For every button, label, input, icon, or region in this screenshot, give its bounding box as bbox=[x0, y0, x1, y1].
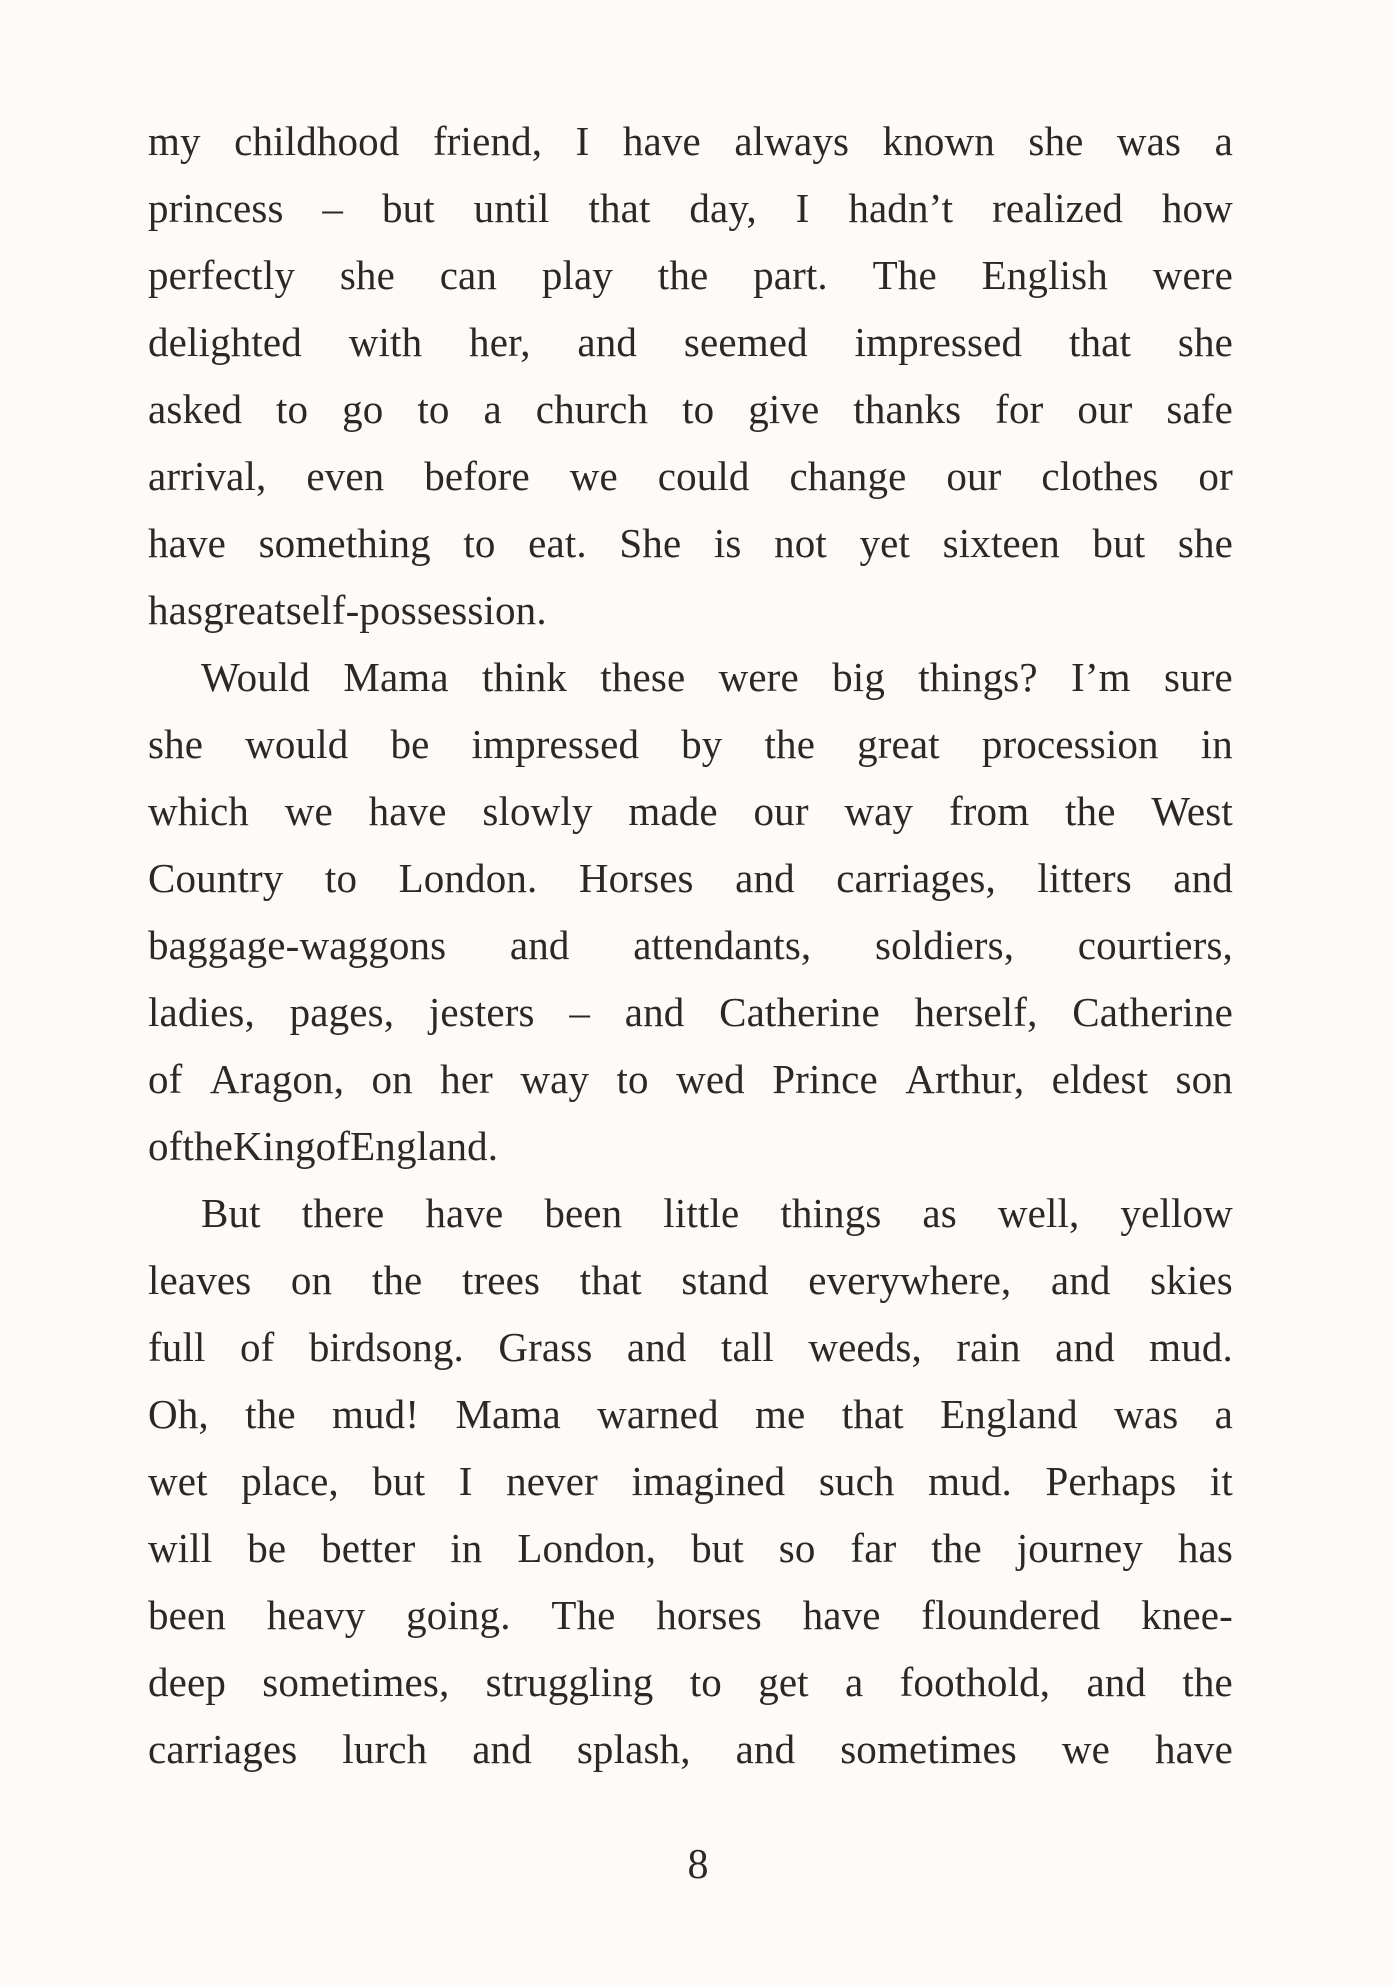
text-word: our bbox=[946, 453, 1002, 499]
text-word: been bbox=[148, 1592, 226, 1638]
text-word: was bbox=[1116, 118, 1182, 164]
text-line bbox=[148, 1515, 1233, 1582]
text-line bbox=[148, 912, 1233, 979]
text-word: until bbox=[473, 185, 550, 231]
text-word: she bbox=[1177, 319, 1233, 365]
text-word: clothes bbox=[1041, 453, 1159, 499]
text-word: her, bbox=[469, 319, 531, 365]
text-line bbox=[148, 376, 1233, 443]
text-word: the bbox=[657, 252, 709, 298]
text-word: sixteen bbox=[942, 520, 1060, 566]
text-word: can bbox=[439, 252, 498, 298]
text-word: be bbox=[247, 1525, 287, 1571]
text-word: courtiers, bbox=[1077, 922, 1233, 968]
text-word: But bbox=[201, 1190, 261, 1236]
text-word: her bbox=[440, 1056, 493, 1102]
text-word: struggling bbox=[485, 1659, 654, 1705]
text-word: heavy bbox=[266, 1592, 366, 1638]
text-word: and bbox=[626, 1324, 687, 1370]
text-word: have bbox=[148, 520, 226, 566]
text-word: I’m bbox=[1071, 654, 1131, 700]
text-word: made bbox=[628, 788, 718, 834]
text-word: have bbox=[368, 788, 447, 834]
text-word: impressed bbox=[471, 721, 640, 767]
text-word: these bbox=[600, 654, 686, 700]
text-word: how bbox=[1161, 185, 1233, 231]
text-word: splash, bbox=[576, 1726, 691, 1772]
text-word: such bbox=[818, 1458, 895, 1504]
text-word: yellow bbox=[1120, 1190, 1233, 1236]
text-word: and bbox=[1050, 1257, 1111, 1303]
text-word: my bbox=[148, 118, 201, 164]
text-line bbox=[148, 1716, 1233, 1783]
text-word: Arthur, bbox=[905, 1056, 1025, 1102]
text-line bbox=[148, 1046, 1233, 1113]
text-word: skies bbox=[1150, 1257, 1233, 1303]
text-word: with bbox=[348, 319, 423, 365]
text-word: place, bbox=[241, 1458, 339, 1504]
text-word: journey bbox=[1016, 1525, 1143, 1571]
text-word: floundered bbox=[921, 1592, 1101, 1638]
text-word: she bbox=[1028, 118, 1084, 164]
text-word: our bbox=[753, 788, 809, 834]
text-word: on bbox=[371, 1056, 413, 1102]
text-word: baggage-waggons bbox=[148, 922, 447, 968]
text-word: day, bbox=[689, 185, 757, 231]
text-word: King bbox=[233, 1123, 316, 1169]
text-word: by bbox=[681, 721, 723, 767]
text-word: sometimes, bbox=[262, 1659, 450, 1705]
text-line bbox=[148, 510, 1233, 577]
text-word: have bbox=[622, 118, 701, 164]
text-word: a bbox=[1214, 118, 1233, 164]
text-word: so bbox=[778, 1525, 816, 1571]
text-word: to bbox=[324, 855, 358, 901]
text-word: even bbox=[306, 453, 385, 499]
text-word: get bbox=[758, 1659, 809, 1705]
text-word: carriages bbox=[148, 1726, 298, 1772]
text-word: little bbox=[663, 1190, 740, 1236]
text-word: sure bbox=[1163, 654, 1233, 700]
text-word: ladies, bbox=[148, 989, 255, 1035]
text-word: carriages, bbox=[836, 855, 996, 901]
text-line bbox=[148, 242, 1233, 309]
text-line bbox=[148, 1314, 1233, 1381]
text-word: soldiers, bbox=[874, 922, 1015, 968]
text-word: realized bbox=[992, 185, 1124, 231]
text-word: perfectly bbox=[148, 252, 296, 298]
text-word: and bbox=[509, 922, 570, 968]
text-word: part. bbox=[753, 252, 828, 298]
text-word: way bbox=[520, 1056, 590, 1102]
text-line bbox=[148, 778, 1233, 845]
text-word: the bbox=[1065, 788, 1116, 834]
text-word: mud. bbox=[1149, 1324, 1233, 1370]
text-word: delighted bbox=[148, 319, 302, 365]
text-word: we bbox=[569, 453, 618, 499]
text-word: and bbox=[577, 319, 638, 365]
text-word: Mama bbox=[343, 654, 449, 700]
text-word: Catherine bbox=[1072, 989, 1233, 1035]
text-word: – bbox=[322, 185, 344, 231]
text-word: way bbox=[844, 788, 914, 834]
text-word: something bbox=[258, 520, 431, 566]
text-word: self-possession. bbox=[285, 587, 547, 633]
text-word: or bbox=[1198, 453, 1233, 499]
text-word: she bbox=[339, 252, 395, 298]
text-line bbox=[148, 443, 1233, 510]
text-word: has bbox=[148, 587, 204, 633]
text-word: on bbox=[290, 1257, 333, 1303]
text-line bbox=[148, 1247, 1233, 1314]
text-word: birdsong. bbox=[308, 1324, 464, 1370]
text-word: yet bbox=[859, 520, 911, 566]
text-word: me bbox=[754, 1391, 806, 1437]
text-word: trees bbox=[461, 1257, 541, 1303]
text-word: wet bbox=[148, 1458, 208, 1504]
text-word: the bbox=[931, 1525, 982, 1571]
text-word: the bbox=[764, 721, 816, 767]
text-word: seemed bbox=[683, 319, 808, 365]
text-word: thanks bbox=[853, 386, 962, 432]
text-word: were bbox=[718, 654, 799, 700]
text-word: – bbox=[569, 989, 591, 1035]
text-word: everywhere, bbox=[808, 1257, 1012, 1303]
text-word: the bbox=[182, 1123, 234, 1169]
text-line bbox=[148, 711, 1233, 778]
text-line bbox=[148, 108, 1233, 175]
text-word: we bbox=[1061, 1726, 1110, 1772]
text-line bbox=[148, 309, 1233, 376]
text-word: has bbox=[1177, 1525, 1233, 1571]
text-word: that bbox=[1068, 319, 1132, 365]
text-word: well, bbox=[997, 1190, 1080, 1236]
text-word: church bbox=[535, 386, 649, 432]
text-word: to bbox=[276, 386, 309, 432]
text-word: slowly bbox=[482, 788, 593, 834]
text-word: England. bbox=[350, 1123, 499, 1169]
text-word: rain bbox=[956, 1324, 1021, 1370]
text-word: princess bbox=[148, 185, 284, 231]
text-word: were bbox=[1152, 252, 1233, 298]
text-line bbox=[148, 1113, 1233, 1180]
text-word: West bbox=[1151, 788, 1233, 834]
text-word: a bbox=[1214, 1391, 1233, 1437]
text-word: and bbox=[624, 989, 685, 1035]
text-word: Horses bbox=[578, 855, 694, 901]
text-line bbox=[148, 644, 1233, 711]
text-line bbox=[148, 1582, 1233, 1649]
text-word: it bbox=[1209, 1458, 1233, 1504]
text-word: of bbox=[239, 1324, 275, 1370]
text-word: been bbox=[544, 1190, 623, 1236]
text-word: there bbox=[301, 1190, 385, 1236]
text-word: a bbox=[845, 1659, 864, 1705]
text-word: eldest bbox=[1051, 1056, 1149, 1102]
text-word: go bbox=[342, 386, 384, 432]
text-word: leaves bbox=[148, 1257, 252, 1303]
text-word: the bbox=[371, 1257, 423, 1303]
page-number: 8 bbox=[687, 1842, 709, 1888]
text-word: I bbox=[795, 185, 810, 231]
text-word: great bbox=[857, 721, 940, 767]
text-word: be bbox=[390, 721, 430, 767]
text-word: asked bbox=[148, 386, 243, 432]
text-word: have bbox=[802, 1592, 881, 1638]
text-line bbox=[148, 1381, 1233, 1448]
text-word: son bbox=[1175, 1056, 1233, 1102]
text-word: deep bbox=[148, 1659, 226, 1705]
text-word: Aragon, bbox=[209, 1056, 345, 1102]
text-word: Perhaps bbox=[1045, 1458, 1177, 1504]
text-word: The bbox=[551, 1592, 616, 1638]
text-word: of bbox=[315, 1123, 351, 1169]
text-word: from bbox=[948, 788, 1030, 834]
text-word: English bbox=[981, 252, 1108, 298]
text-word: and bbox=[472, 1726, 532, 1772]
text-word: London. bbox=[398, 855, 538, 901]
text-word: to bbox=[682, 386, 715, 432]
text-word: but bbox=[691, 1525, 744, 1571]
text-word: far bbox=[850, 1525, 897, 1571]
text-word: England bbox=[940, 1391, 1078, 1437]
text-word: Country bbox=[148, 855, 284, 901]
text-word: play bbox=[541, 252, 614, 298]
text-line bbox=[148, 1649, 1233, 1716]
page-text bbox=[148, 108, 1233, 1783]
text-word: Grass bbox=[498, 1324, 593, 1370]
text-line bbox=[148, 979, 1233, 1046]
text-word: to bbox=[616, 1056, 649, 1102]
text-word: big bbox=[832, 654, 885, 700]
text-line bbox=[148, 577, 1233, 644]
text-word: our bbox=[1077, 386, 1133, 432]
text-word: impressed bbox=[854, 319, 1023, 365]
text-word: great bbox=[203, 587, 286, 633]
text-word: mud! bbox=[331, 1391, 420, 1437]
text-word: known bbox=[882, 118, 995, 164]
text-word: give bbox=[748, 386, 820, 432]
text-word: litters bbox=[1037, 855, 1132, 901]
text-line bbox=[148, 1180, 1233, 1247]
text-word: of bbox=[148, 1123, 183, 1169]
text-word: better bbox=[321, 1525, 416, 1571]
text-word: to bbox=[689, 1659, 722, 1705]
text-word: in bbox=[450, 1525, 483, 1571]
text-word: and bbox=[1055, 1324, 1115, 1370]
text-word: was bbox=[1114, 1391, 1179, 1437]
text-word: Would bbox=[201, 654, 311, 700]
text-word: but bbox=[1092, 520, 1146, 566]
text-word: that bbox=[579, 1257, 642, 1303]
text-word: childhood bbox=[234, 118, 400, 164]
text-word: warned bbox=[597, 1391, 719, 1437]
text-word: think bbox=[481, 654, 568, 700]
text-word: not bbox=[774, 520, 827, 566]
text-word: to bbox=[417, 386, 450, 432]
text-word: have bbox=[425, 1190, 504, 1236]
text-word: will bbox=[148, 1525, 213, 1571]
text-word: a bbox=[483, 386, 502, 432]
text-word: attendants, bbox=[633, 922, 812, 968]
text-word: have bbox=[1154, 1726, 1233, 1772]
text-word: she bbox=[1177, 520, 1233, 566]
text-word: friend, bbox=[432, 118, 543, 164]
text-word: things bbox=[780, 1190, 882, 1236]
text-word: herself, bbox=[914, 989, 1038, 1035]
text-word: She bbox=[619, 520, 682, 566]
text-line bbox=[148, 1448, 1233, 1515]
text-word: in bbox=[1200, 721, 1233, 767]
text-word: Catherine bbox=[719, 989, 880, 1035]
text-word: as bbox=[922, 1190, 957, 1236]
text-word: is bbox=[713, 520, 742, 566]
text-line bbox=[148, 175, 1233, 242]
text-word: Prince bbox=[772, 1056, 878, 1102]
text-word: foothold, bbox=[899, 1659, 1051, 1705]
text-word: and bbox=[1086, 1659, 1147, 1705]
text-word: London, bbox=[517, 1525, 657, 1571]
text-word: procession bbox=[981, 721, 1159, 767]
text-word: sometimes bbox=[840, 1726, 1017, 1772]
text-word: going. bbox=[406, 1592, 511, 1638]
text-word: but bbox=[381, 185, 435, 231]
text-word: she bbox=[148, 721, 204, 767]
text-word: and bbox=[735, 1726, 796, 1772]
text-word: could bbox=[657, 453, 750, 499]
text-word: things? bbox=[918, 654, 1038, 700]
text-word: knee- bbox=[1141, 1592, 1233, 1638]
text-word: weeds, bbox=[808, 1324, 922, 1370]
text-word: full bbox=[148, 1324, 206, 1370]
text-word: of bbox=[148, 1056, 183, 1102]
text-word: the bbox=[1182, 1659, 1233, 1705]
text-word: jesters bbox=[428, 989, 535, 1035]
text-word: mud. bbox=[928, 1458, 1012, 1504]
text-word: and bbox=[735, 855, 795, 901]
text-word: stand bbox=[681, 1257, 769, 1303]
text-word: safe bbox=[1166, 386, 1233, 432]
text-word: change bbox=[789, 453, 907, 499]
text-word: The bbox=[872, 252, 937, 298]
text-word: but bbox=[372, 1458, 426, 1504]
text-word: lurch bbox=[342, 1726, 428, 1772]
text-word: always bbox=[734, 118, 850, 164]
text-word: and bbox=[1173, 855, 1233, 901]
text-word: arrival, bbox=[148, 453, 267, 499]
text-word: wed bbox=[676, 1056, 745, 1102]
text-word: tall bbox=[720, 1324, 774, 1370]
text-word: never bbox=[506, 1458, 598, 1504]
text-word: Mama bbox=[455, 1391, 561, 1437]
text-word: I bbox=[458, 1458, 473, 1504]
text-word: I bbox=[575, 118, 590, 164]
text-word: which bbox=[148, 788, 249, 834]
text-word: pages, bbox=[289, 989, 395, 1035]
text-word: eat. bbox=[528, 520, 587, 566]
text-word: that bbox=[588, 185, 651, 231]
text-line bbox=[148, 845, 1233, 912]
text-word: imagined bbox=[631, 1458, 786, 1504]
text-word: we bbox=[284, 788, 333, 834]
text-word: Oh, bbox=[148, 1391, 209, 1437]
text-word: that bbox=[841, 1391, 904, 1437]
text-word: for bbox=[995, 386, 1044, 432]
text-word: hadn’t bbox=[848, 185, 954, 231]
text-word: horses bbox=[656, 1592, 762, 1638]
text-word: would bbox=[245, 721, 349, 767]
text-word: the bbox=[245, 1391, 296, 1437]
text-word: before bbox=[424, 453, 530, 499]
text-word: to bbox=[463, 520, 496, 566]
